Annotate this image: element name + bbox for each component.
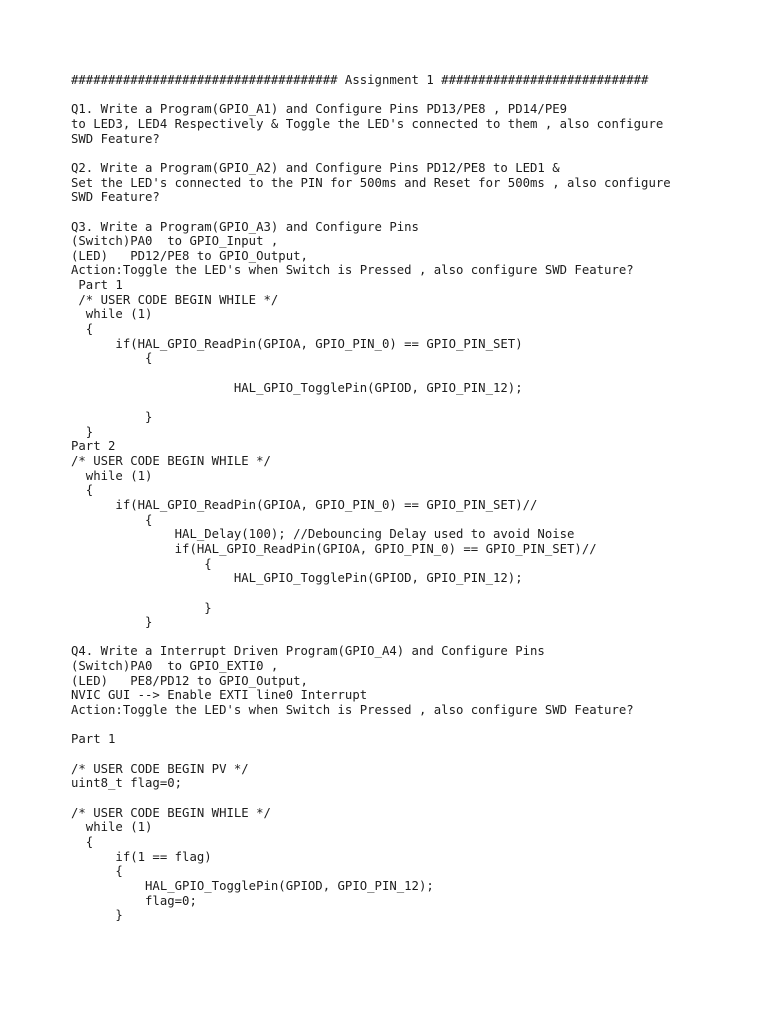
blank-line — [71, 630, 751, 645]
text-line: (LED) PD12/PE8 to GPIO_Output, — [71, 248, 308, 263]
text-line: { — [71, 322, 94, 337]
blank-line — [71, 791, 751, 806]
text-line: Q3. Write a Program(GPIO_A3) and Configure Pins — [71, 219, 419, 234]
text-line: /* USER CODE BEGIN PV */ — [71, 761, 249, 776]
text-line: Q2. Write a Program(GPIO_A2) and Configure Pins PD12/PE8 to LED1 & — [71, 160, 560, 175]
text-line: { — [71, 483, 94, 498]
text-line: Action:Toggle the LED's when Switch is Pressed , also configure SWD Feature? — [71, 703, 634, 718]
text-line: while (1) — [71, 820, 153, 835]
text-line: (Switch)PA0 to GPIO_EXTI0 , — [71, 659, 279, 674]
text-line: } — [71, 908, 123, 923]
text-line: if(HAL_GPIO_ReadPin(GPIOA, GPIO_PIN_0) == GPIO_PIN_SET)// — [71, 497, 538, 512]
text-line: { — [71, 512, 153, 527]
text-line: Q1. Write a Program(GPIO_A1) and Configure Pins PD13/PE8 , PD14/PE9 — [71, 102, 568, 117]
text-line: HAL_GPIO_TogglePin(GPIOD, GPIO_PIN_12); — [71, 571, 523, 586]
text-line: NVIC GUI --> Enable EXTI line0 Interrupt — [71, 688, 368, 703]
text-line: if(HAL_GPIO_ReadPin(GPIOA, GPIO_PIN_0) == GPIO_PIN_SET) — [71, 336, 523, 351]
blank-line — [71, 586, 751, 601]
text-line: SWD Feature? — [71, 131, 160, 146]
text-line: (Switch)PA0 to GPIO_Input , — [71, 234, 279, 249]
blank-line — [71, 146, 751, 161]
text-line: HAL_Delay(100); //Debouncing Delay used to avoid Noise — [71, 527, 575, 542]
text-line: HAL_GPIO_TogglePin(GPIOD, GPIO_PIN_12); — [71, 878, 434, 893]
text-line: /* USER CODE BEGIN WHILE */ — [71, 805, 271, 820]
text-line: HAL_GPIO_TogglePin(GPIOD, GPIO_PIN_12); — [71, 380, 523, 395]
text-line: Part 1 — [71, 732, 116, 747]
text-line: flag=0; — [71, 893, 197, 908]
text-line: (LED) PE8/PD12 to GPIO_Output, — [71, 673, 308, 688]
text-line: Part 1 — [71, 278, 123, 293]
text-line: Part 2 — [71, 439, 116, 454]
text-line: /* USER CODE BEGIN WHILE */ — [71, 453, 271, 468]
text-line: Action:Toggle the LED's when Switch is Pressed , also configure SWD Feature? — [71, 263, 634, 278]
text-line: } — [71, 410, 153, 425]
text-line: } — [71, 615, 153, 630]
text-line: SWD Feature? — [71, 190, 160, 205]
blank-line — [71, 205, 751, 220]
text-line: Q4. Write a Interrupt Driven Program(GPIO_A4) and Configure Pins — [71, 644, 545, 659]
blank-line — [71, 395, 751, 410]
text-line: { — [71, 834, 94, 849]
text-line: while (1) — [71, 468, 153, 483]
text-line: if(1 == flag) — [71, 849, 212, 864]
text-line: Set the LED's connected to the PIN for 500ms and Reset for 500ms , also configure — [71, 175, 671, 190]
text-line: { — [71, 351, 153, 366]
text-line: /* USER CODE BEGIN WHILE */ — [71, 292, 279, 307]
text-line: if(HAL_GPIO_ReadPin(GPIOA, GPIO_PIN_0) == GPIO_PIN_SET)// — [71, 541, 597, 556]
text-line: uint8_t flag=0; — [71, 776, 183, 791]
blank-line — [71, 366, 751, 381]
text-line: to LED3, LED4 Respectively & Toggle the LED's connected to them , also configure — [71, 116, 664, 131]
text-line: { — [71, 556, 212, 571]
text-line: } — [71, 600, 212, 615]
document-text — [71, 73, 751, 923]
blank-line — [71, 747, 751, 762]
blank-line — [71, 718, 751, 733]
text-line: } — [71, 424, 94, 439]
text-line: { — [71, 864, 123, 879]
text-line: #################################### Assignment 1 ############################ — [71, 73, 649, 87]
text-line: while (1) — [71, 307, 153, 322]
blank-line — [71, 88, 751, 103]
